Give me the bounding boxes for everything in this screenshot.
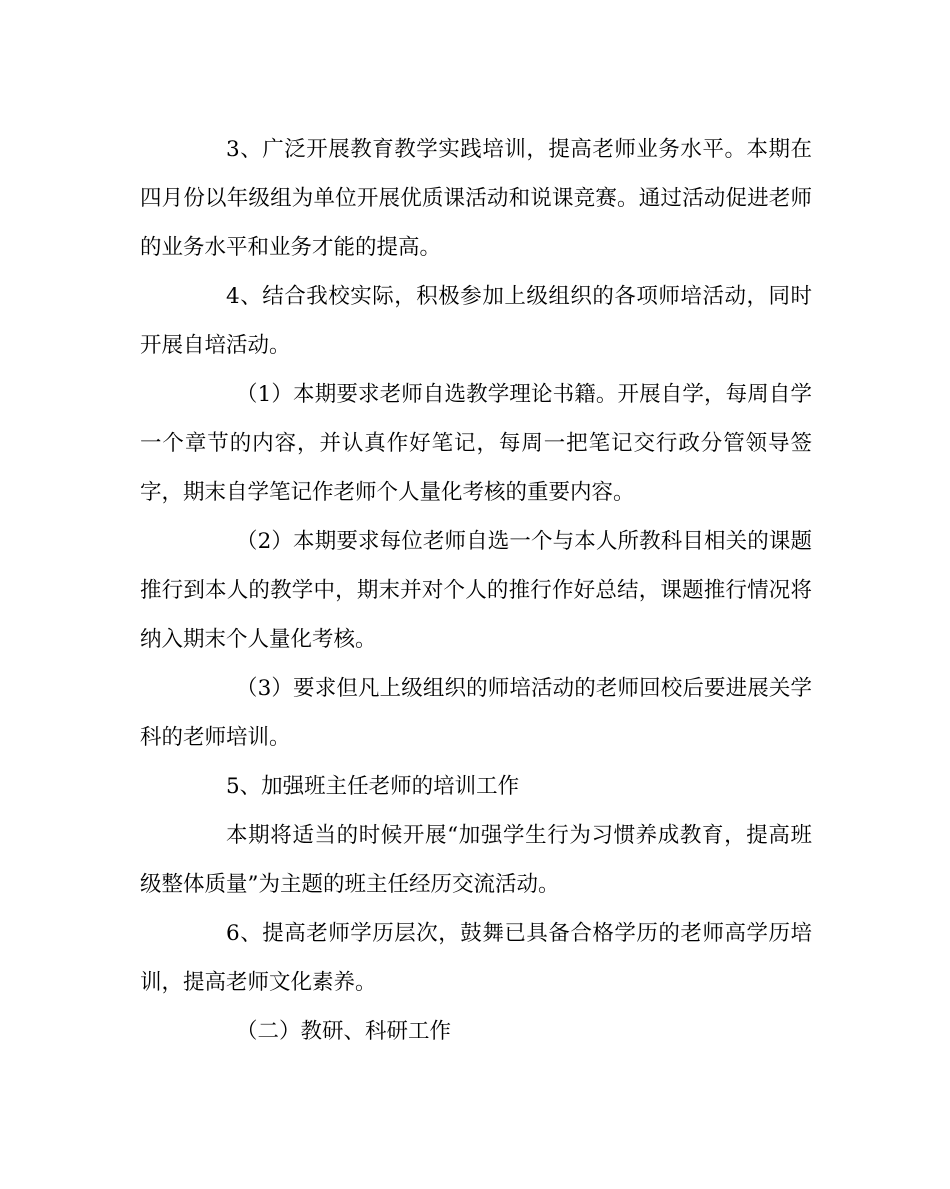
section-heading-research: （二）教研、科研工作 xyxy=(236,1019,452,1044)
paragraph-item-3: 3、广泛开展教育教学实践培训，提高老师业务水平。本期在四月份以年级组为单位开展优质课活动和说课竞赛。通过活动促进老师的业务水平和业务才能的提高。 xyxy=(140,137,812,260)
document-body xyxy=(140,125,812,1056)
paragraph-item-6: 6、提高老师学历层次，鼓舞已具备合格学历的老师高学历培训，提高老师文化素养。 xyxy=(140,921,812,995)
paragraph-item-5: 5、加强班主任老师的培训工作 xyxy=(226,774,520,799)
paragraph-sub-2: （2）本期要求每位老师自选一个与本人所教科目相关的课题推行到本人的教学中，期末并对个人的推行作好总结，课题推行情况将纳入期末个人量化考核。 xyxy=(140,529,812,652)
paragraph-sub-3: （3）要求但凡上级组织的师培活动的老师回校后要进展关学科的老师培训。 xyxy=(140,676,812,750)
paragraph-item-5-body: 本期将适当的时候开展“加强学生行为习惯养成教育，提高班级整体质量”为主题的班主任经历交流活动。 xyxy=(140,823,812,897)
paragraph-sub-1: （1）本期要求老师自选教学理论书籍。开展自学，每周自学一个章节的内容，并认真作好笔记，每周一把笔记交行政分管领导签字，期末自学笔记作老师个人量化考核的重要内容。 xyxy=(140,382,812,505)
paragraph-item-4: 4、结合我校实际，积极参加上级组织的各项师培活动，同时开展自培活动。 xyxy=(140,284,812,358)
